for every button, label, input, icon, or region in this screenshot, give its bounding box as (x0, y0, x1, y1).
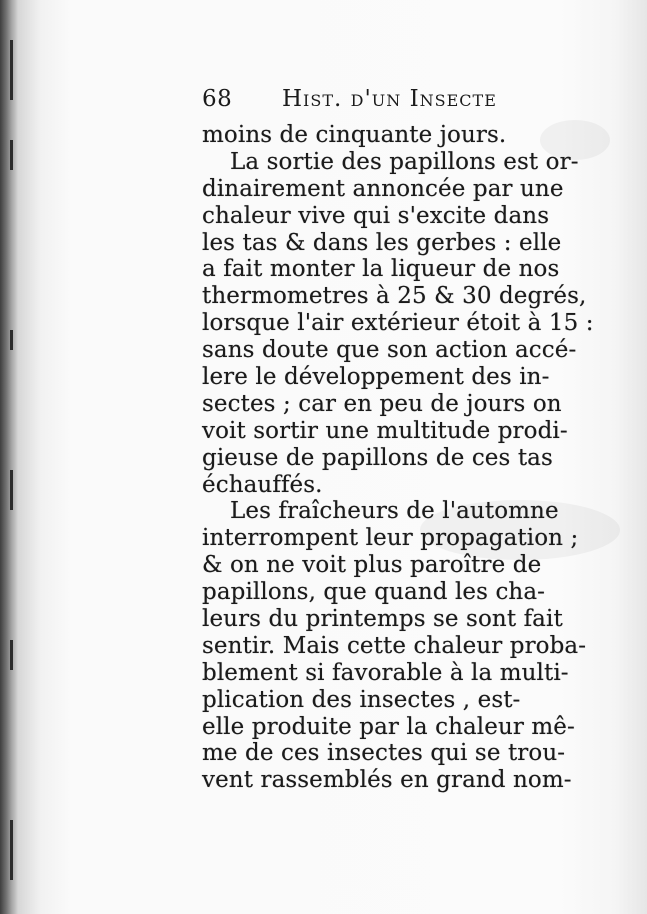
page-number: 68 (202, 86, 233, 112)
text-line: voit sortir une multitude prodi- (202, 417, 568, 444)
text-line: échauffés. (202, 471, 323, 498)
text-line: sans doute que son action accé- (202, 337, 577, 364)
text-line: les tas & dans les gerbes : elle (202, 229, 562, 256)
page-spine-shadow (0, 0, 18, 914)
text-column (202, 86, 592, 794)
text-line: lere le développement des in- (202, 364, 550, 391)
text-line: sectes ; car en peu de jours on (202, 390, 562, 417)
text-line: thermometres à 25 & 30 degrés, (202, 283, 587, 310)
binding-mark (10, 470, 13, 510)
text-line: moins de cinquante jours. (202, 122, 507, 148)
text-line: sentir. Mais cette chaleur proba- (202, 632, 587, 659)
body-text (202, 122, 592, 794)
binding-mark (10, 140, 13, 170)
text-line: papillons, que quand les cha- (202, 579, 546, 606)
binding-mark (10, 820, 13, 880)
text-line: elle produite par la chaleur mê- (202, 713, 575, 740)
text-line: dinairement annoncée par une (202, 175, 564, 202)
text-line: me de ces insectes qui se trou- (202, 740, 566, 767)
text-line: Les fraîcheurs de l'automne (230, 498, 559, 525)
page-header (202, 86, 592, 122)
text-line: La sortie des papillons est or- (230, 148, 579, 175)
text-line: lorsque l'air extérieur étoit à 15 : (202, 310, 594, 337)
text-line: a fait monter la liqueur de nos (202, 256, 560, 283)
running-title: Hist. d'un Insecte (282, 86, 497, 112)
text-line: vent rassemblés en grand nom- (202, 767, 572, 794)
binding-mark (10, 640, 13, 670)
text-line: plication des insectes , est- (202, 686, 521, 713)
binding-mark (10, 40, 13, 100)
text-line: leurs du printemps se sont fait (202, 606, 563, 633)
text-line: & on ne voit plus paroître de (202, 552, 542, 579)
text-line: gieuse de papillons de ces tas (202, 444, 553, 471)
binding-mark (10, 330, 13, 350)
text-line: blement si favorable à la multi- (202, 659, 569, 686)
text-line: chaleur vive qui s'excite dans (202, 202, 550, 229)
text-line: interrompent leur propagation ; (202, 525, 579, 552)
